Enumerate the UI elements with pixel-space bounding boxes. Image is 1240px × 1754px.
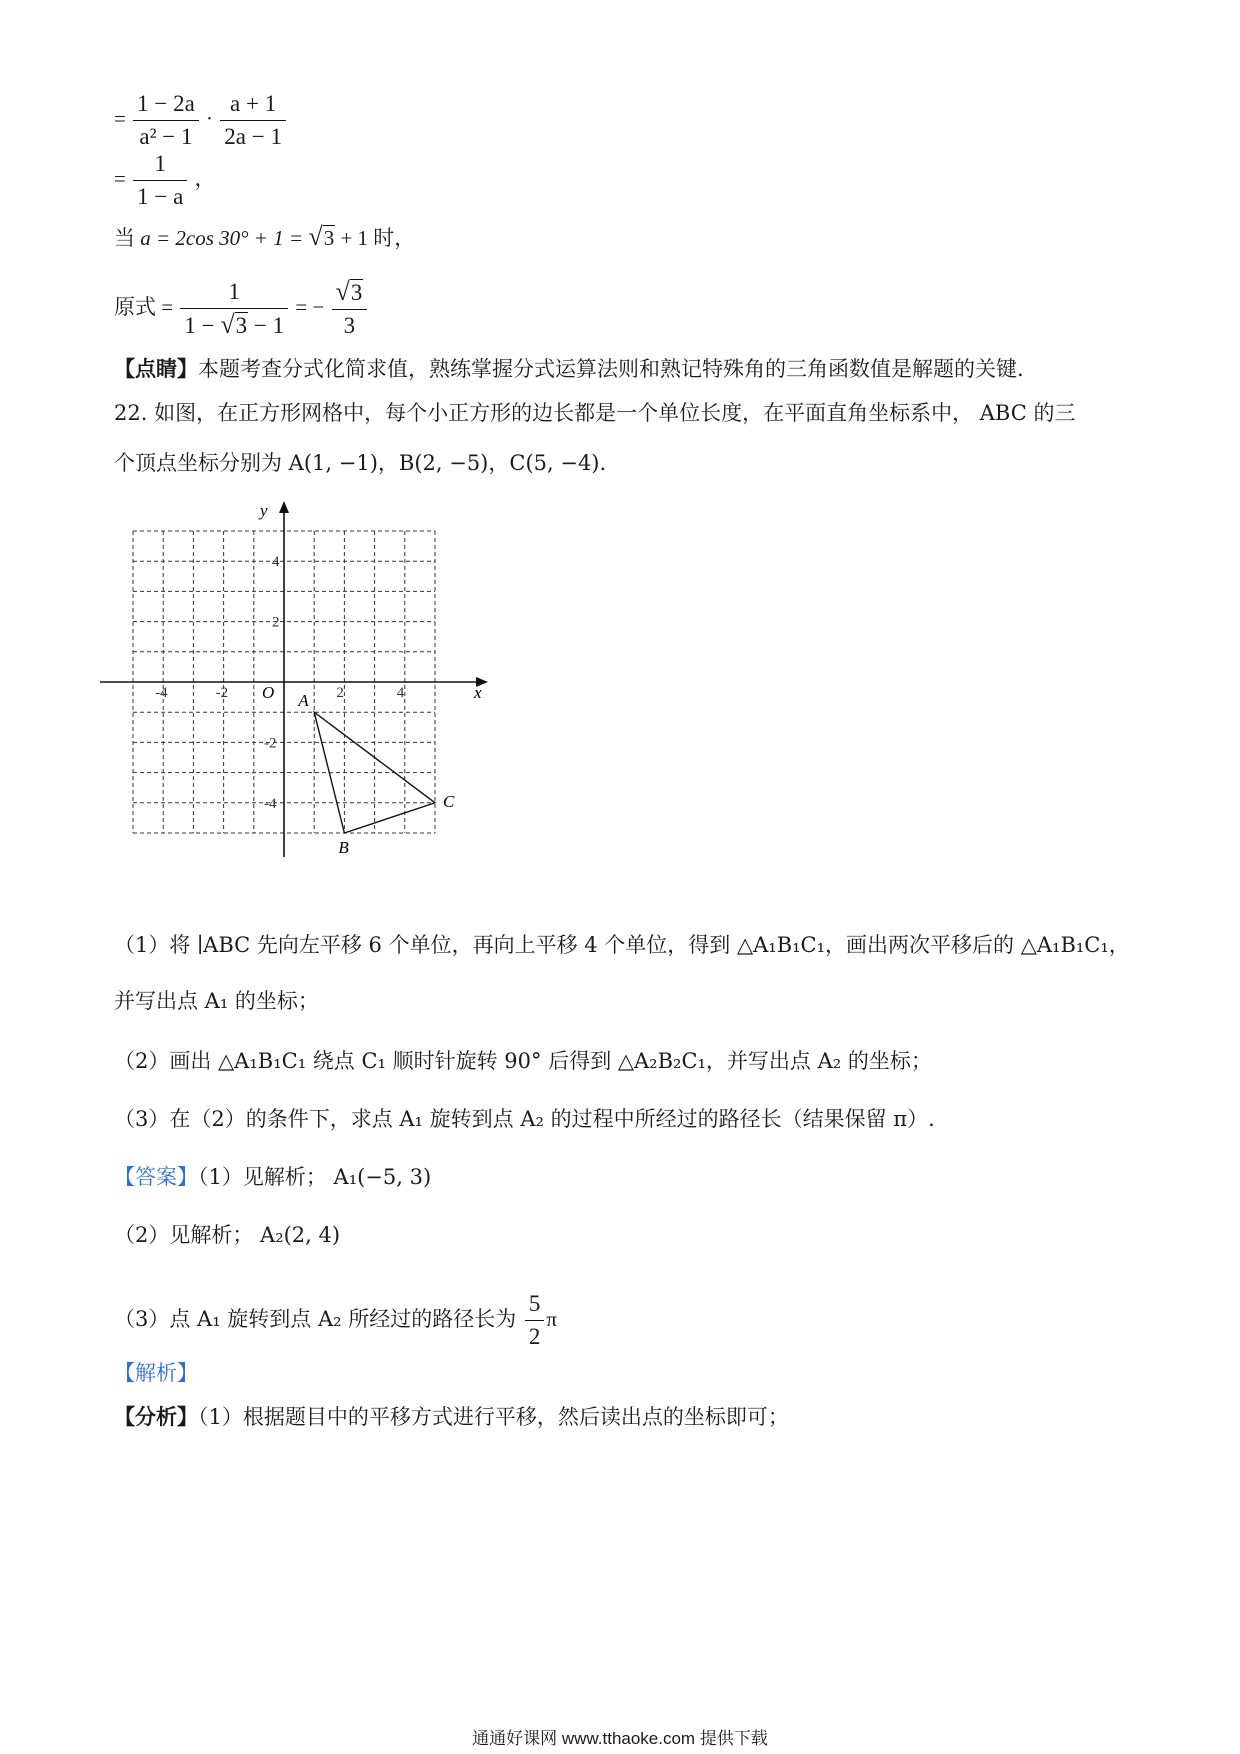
answer-line-2: （2）见解析； A₂(2, 4)	[114, 1223, 341, 1247]
result-fraction-numerator: 1	[180, 276, 288, 309]
den-part-a: 1 −	[184, 313, 215, 338]
comment-text: 本题考查分式化简求值，熟练掌握分式运算法则和熟记特殊角的三角函数值是解题的关键.	[198, 357, 1024, 381]
y-tick-label: 2	[272, 614, 280, 631]
step2-line	[114, 148, 216, 213]
y-tick-label: -2	[264, 735, 277, 752]
fraction-step2	[133, 148, 187, 213]
equals-sign: =	[114, 106, 126, 131]
x-tick-label: 4	[396, 685, 405, 701]
part-3-line: （3）在（2）的条件下，求点 A₁ 旋转到点 A₂ 的过程中所经过的路径长（结果保留 π）.	[114, 1107, 935, 1131]
answer-line-3	[114, 1288, 557, 1353]
answer-line-1	[114, 1162, 431, 1192]
answer-3-numerator: 5	[525, 1288, 545, 1321]
answer-3-fraction	[525, 1288, 545, 1353]
den-sqrt-arg: 3	[235, 313, 248, 338]
fraction-step2-numerator: 1	[133, 148, 187, 181]
result-fraction-denominator	[180, 309, 288, 342]
x-axis-label: x	[474, 683, 482, 702]
sqrt-3: √3	[308, 222, 335, 251]
sqrt-argument: 3	[323, 226, 335, 250]
analysis-line	[114, 1358, 198, 1388]
y-tick-label: 4	[272, 554, 280, 571]
step1-line	[114, 88, 288, 153]
result-value-numerator: √3	[332, 276, 368, 310]
result-label: 原式 =	[114, 294, 174, 319]
when-suffix: 时，	[373, 226, 416, 250]
fraction-1-denominator: a² − 1	[139, 124, 193, 149]
answer-tag: 【答案】	[114, 1165, 198, 1189]
vertex-labels	[297, 691, 455, 857]
vertex-label-a: A	[298, 691, 309, 711]
fraction-2-numerator: a + 1	[220, 88, 286, 121]
result-line	[114, 276, 369, 342]
y-axis-label: y	[260, 501, 268, 520]
fraction-2-denominator: 2a − 1	[224, 124, 282, 149]
y-axis-arrow-icon	[279, 501, 289, 513]
page-footer: 通通好课网 www.tthaoke.com 提供下载	[472, 1729, 768, 1748]
substitution-line	[114, 222, 415, 253]
coordinate-grid-figure	[100, 495, 510, 870]
fraction-1	[133, 88, 199, 153]
den-sqrt: √3	[220, 310, 248, 339]
result-value-sqrt-arg: 3	[350, 280, 363, 305]
question-line-1: 22. 如图，在正方形网格中，每个小正方形的边长都是一个单位长度，在平面直角坐标系中， ABC 的三	[114, 401, 1076, 425]
axes	[100, 501, 488, 857]
fenxi-text: （1）根据题目中的平移方式进行平移，然后读出点的坐标即可；	[198, 1405, 789, 1429]
substitution-expression: a = 2cos 30° + 1 =	[140, 226, 304, 250]
equals-sign: =	[114, 166, 126, 191]
dot-operator: ·	[206, 106, 214, 131]
fenxi-tag: 【分析】	[114, 1404, 198, 1429]
part-2-line: （2）画出 △A₁B₁C₁ 绕点 C₁ 顺时针旋转 90° 后得到 △A₂B₂C₁，并写出点 A₂ 的坐标；	[114, 1049, 932, 1073]
x-tick-labels	[155, 685, 405, 701]
x-tick-label: -2	[215, 685, 229, 701]
question-line-2: 个顶点坐标分别为 A(1, −1)，B(2, −5)，C(5, −4).	[114, 451, 607, 475]
origin-label: O	[262, 683, 275, 702]
when-text: 当	[114, 226, 135, 250]
x-tick-label: -4	[155, 685, 168, 701]
result-equals: = −	[295, 294, 325, 319]
result-value-denominator: 3	[343, 313, 356, 338]
part-1-line-a: （1）将 ∣ABC 先向左平移 6 个单位，再向上平移 4 个单位，得到 △A₁B₁C₁，画出两次平移后的 △A₁B₁C₁，	[114, 933, 1130, 957]
vertex-label-b: B	[338, 838, 349, 857]
comment-tag: 【点睛】	[114, 356, 198, 381]
fraction-step2-denominator: 1 − a	[137, 184, 184, 209]
comma: ，	[194, 166, 216, 191]
answer-3-denominator: 2	[528, 1324, 541, 1349]
result-fraction	[180, 276, 288, 342]
answer-3-pi: π	[546, 1307, 558, 1331]
answer-1-text: （1）见解析； A₁(−5, 3)	[198, 1165, 432, 1189]
part-1-line-b: 并写出点 A₁ 的坐标；	[114, 989, 319, 1013]
result-value-fraction	[332, 276, 368, 342]
plus-one: + 1	[340, 226, 369, 250]
answer-3-text: （3）点 A₁ 旋转到点 A₂ 所经过的路径长为	[114, 1307, 517, 1331]
den-part-b: − 1	[253, 313, 285, 338]
fenxi-line	[114, 1402, 789, 1432]
fraction-2	[220, 88, 286, 153]
comment-line	[114, 354, 1024, 384]
x-tick-label: 2	[336, 685, 344, 701]
fraction-1-numerator: 1 − 2a	[133, 88, 199, 121]
y-tick-label: -4	[264, 795, 277, 812]
vertex-label-c: C	[443, 791, 455, 811]
analysis-tag: 【解析】	[114, 1361, 198, 1385]
